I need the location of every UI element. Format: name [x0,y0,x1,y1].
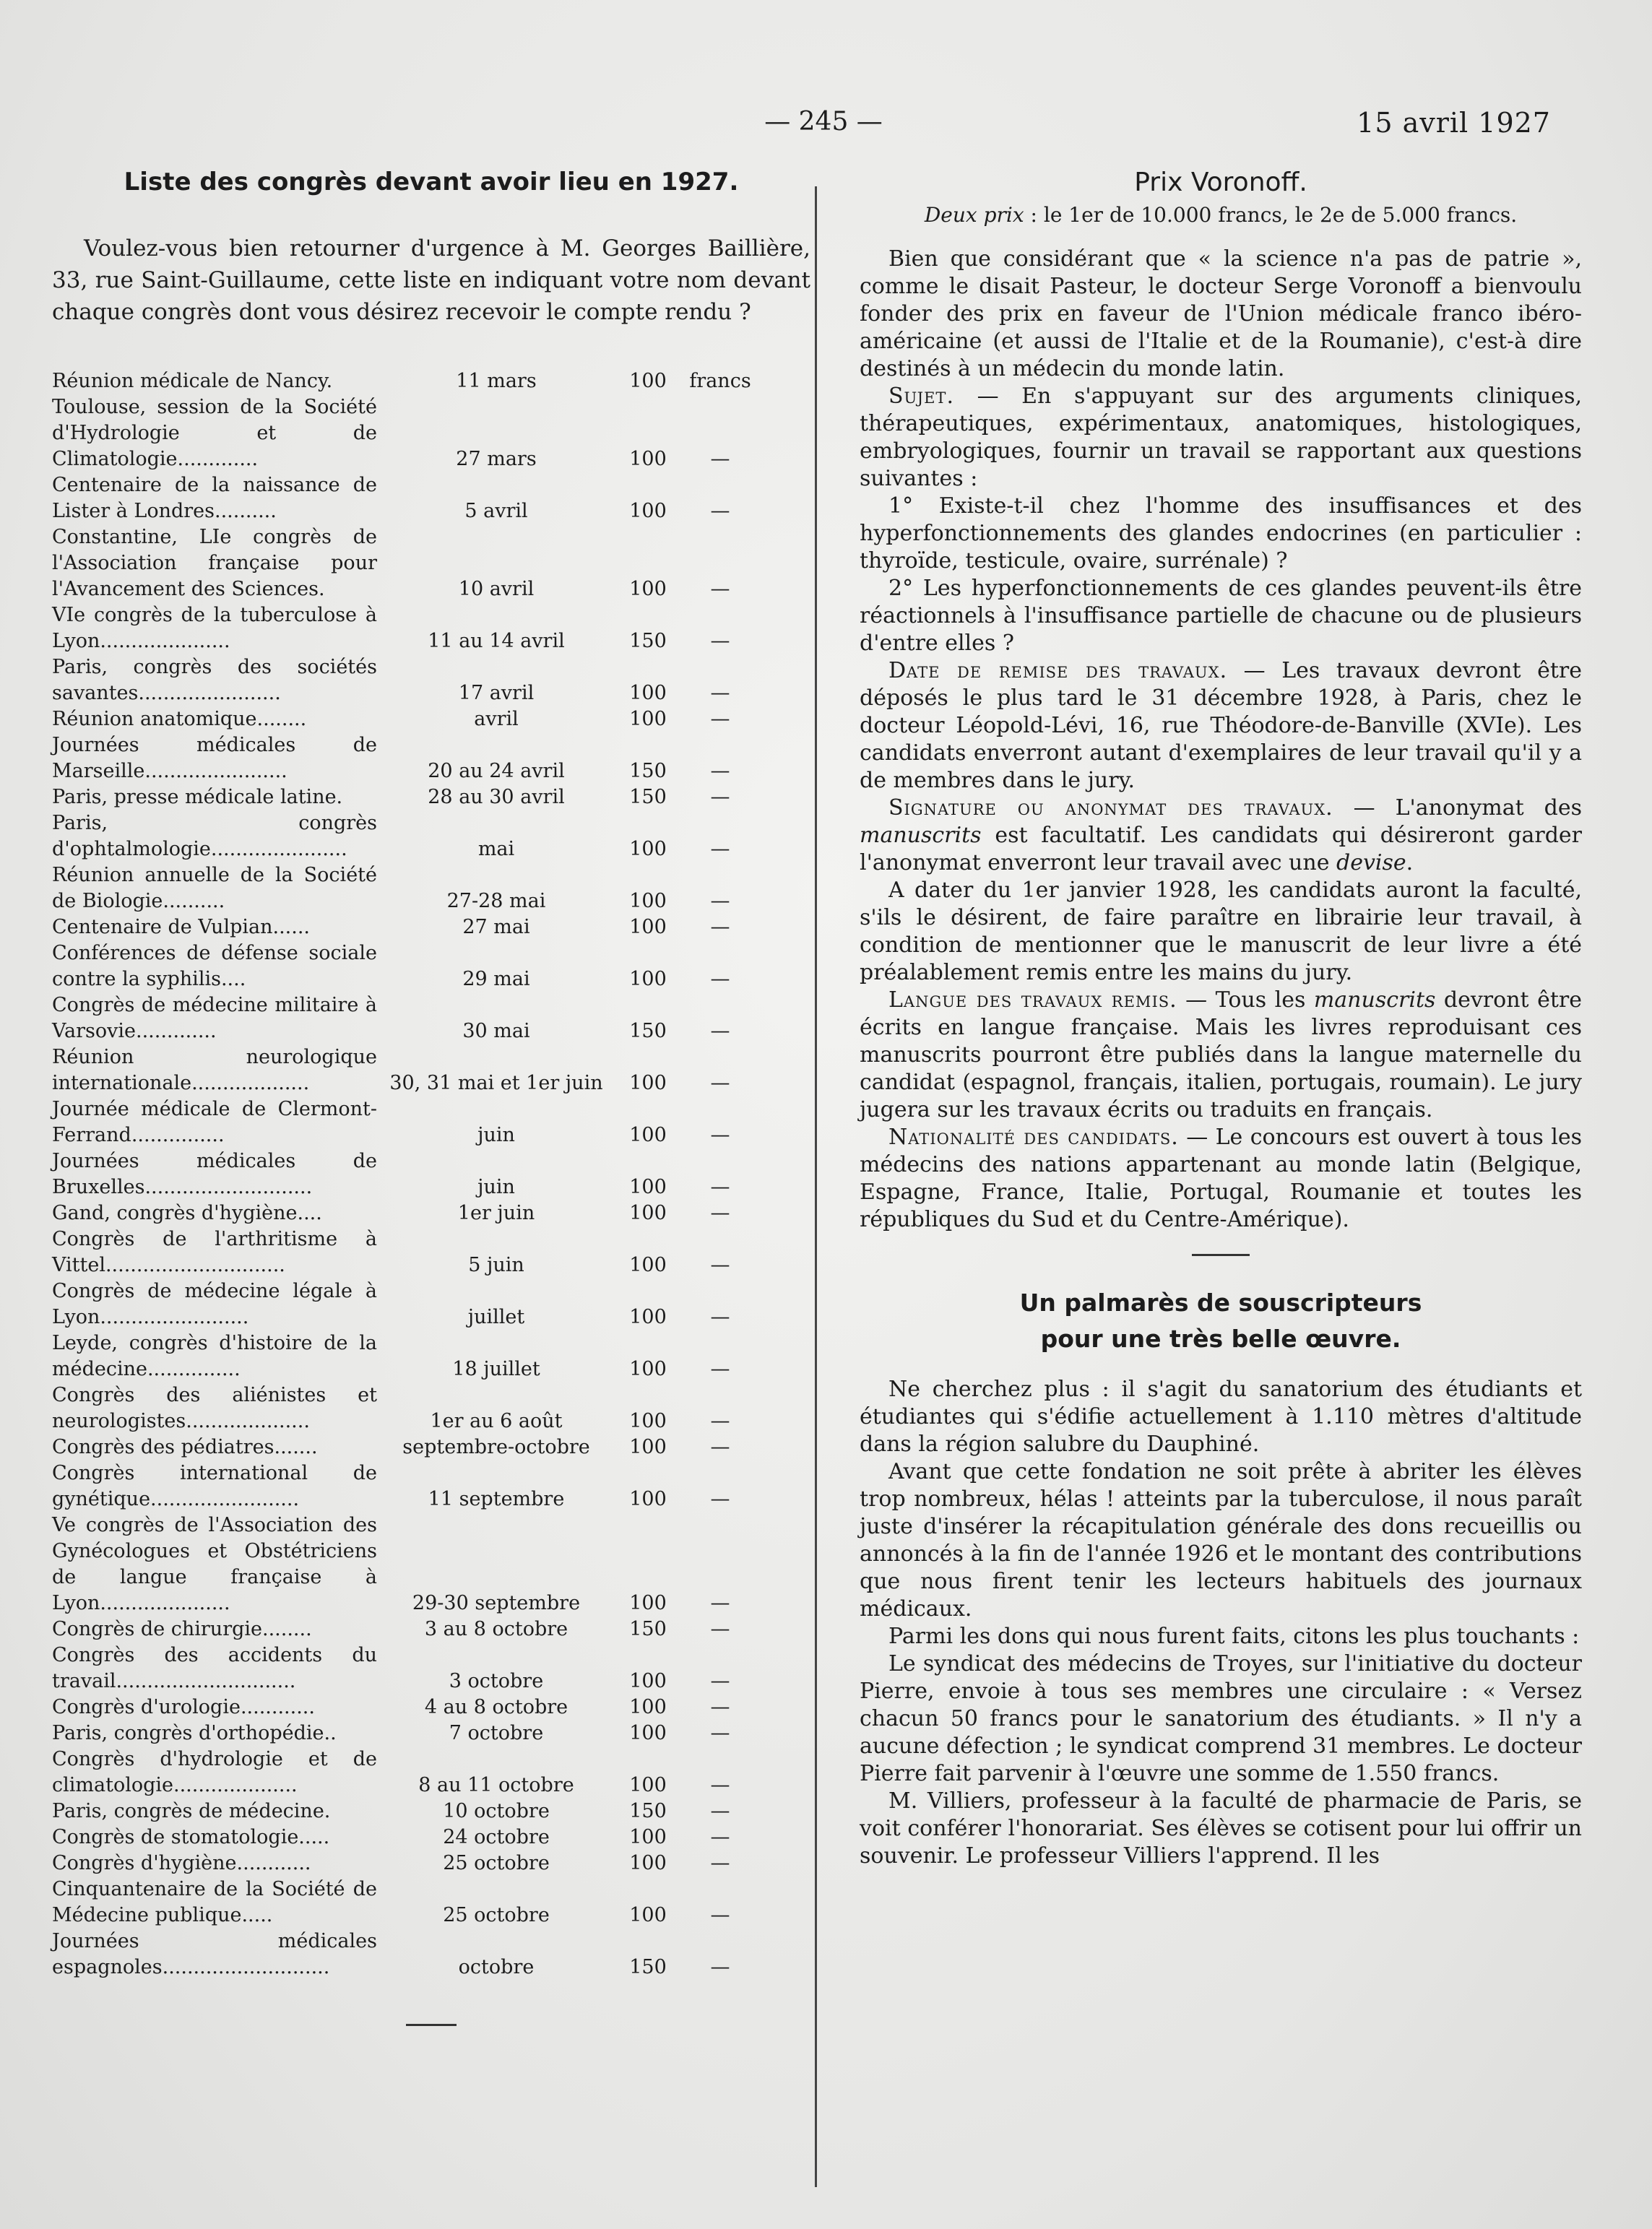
congress-amount: 100 [629,1306,667,1328]
congress-date: 27-28 mai [446,890,546,912]
congress-date: 11 septembre [428,1488,565,1510]
congress-name: Leyde, congrès d'histoire de la médecine............... [52,1332,377,1380]
congress-amount: 100 [629,708,667,730]
paragraph-label: Sujet. [888,384,954,409]
congress-date: 11 mars [456,370,537,392]
congress-amount: 150 [629,630,667,652]
congress-unit: — [710,968,730,990]
congress-name: Ve congrès de l'Association des Gynécologues et Obstétriciens de langue française à Lyon..................... [52,1514,377,1614]
prize-paragraph [860,987,1582,1124]
right-column [860,168,1582,1870]
congress-amount: 150 [629,1956,667,1978]
congress-row [52,1616,810,1642]
congress-name: Congrès d'urologie............ [52,1696,315,1718]
congress-row [52,706,810,732]
congress-amount: 100 [629,1410,667,1432]
congress-name: Congrès de l'arthritisme à Vittel............................. [52,1228,377,1276]
issue-date: 15 avril 1927 [1357,107,1551,139]
prize-paragraph: A dater du 1er janvier 1928, les candidats auront la faculté, s'ils le désirent, de faire paraître en librairie leur travail, à condition de mentionner que le manuscrit de leur livre a été préalablement remis entre les mains du jury. [860,878,1582,985]
congress-date: 3 octobre [449,1670,544,1692]
congress-amount: 100 [629,578,667,600]
paragraph-text: devront être écrits en langue française. Mais les livres reproduisant ces manuscrits pourront être publiés dans la langue maternelle du candidat (espagnol, français, italien, portugais, roumain). Le jury jugera sur les travaux écrits ou traduits en français. [860,987,1582,1122]
congress-unit: — [710,630,730,652]
congress-row [52,1434,810,1460]
congress-name: Réunion neurologique internationale................... [52,1046,377,1094]
congress-unit: — [710,890,730,912]
congress-date: 28 au 30 avril [428,786,565,808]
congress-row [52,1721,810,1747]
congress-unit: — [710,1202,730,1224]
page-header [0,107,1652,150]
paragraph-text: — Les travaux devront être déposés le plus tard le 31 décembre 1928, à Paris, chez le docteur Léopold-Lévi, 16, rue Théodore-de-Banville (XVIe). Les candidats enverront autant d'exemplaires de leur travail qu'il y a de membres dans le jury. [860,658,1582,793]
congress-name: Paris, presse médicale latine. [52,786,343,808]
palmares-title [860,1285,1582,1357]
congress-name: VIe congrès de la tuberculose à Lyon..................... [52,604,377,652]
congress-amount: 100 [629,1176,667,1198]
congress-unit: — [710,786,730,808]
paragraph-text: — Le concours est ouvert à tous les médecins des nations appartenant au monde latin (Belgique, Espagne, France, Italie, Portugal, Roumanie et toutes les républiques du Sud et du Centre-Amérique). [860,1125,1582,1232]
paragraph-emphasis: devise [1336,850,1406,875]
congress-row [52,1747,810,1799]
congress-date: 29 mai [462,968,530,990]
congress-name: Congrès d'hydrologie et de climatologie.................... [52,1748,377,1796]
congress-list-intro: Voulez-vous bien retourner d'urgence à M. Georges Baillière, 33, rue Saint-Guillaume, cette liste en indiquant votre nom devant chaque congrès dont vous désirez recevoir le compte rendu ? [52,235,810,325]
congress-date: 17 avril [458,682,535,704]
congress-date: 4 au 8 octobre [424,1696,568,1718]
congress-amount: 100 [629,370,667,392]
congress-row [52,1278,810,1330]
congress-date: avril [474,708,519,730]
congress-unit: — [710,838,730,860]
congress-row [52,1382,810,1434]
congress-name: Congrès d'hygiène............ [52,1852,311,1874]
congress-row [52,914,810,940]
prize-paragraph [860,1124,1582,1234]
congress-date: 30 mai [462,1020,530,1042]
congress-amount: 100 [629,1436,667,1458]
paragraph-emphasis: manuscrits [860,823,982,848]
congress-row [52,732,810,784]
paragraph-text: est facultatif. Les candidats qui désireront garder l'anonymat enverront leur travail avec une [860,823,1582,875]
congress-name: Journées médicales de Marseille....................... [52,734,377,782]
congress-amount: 100 [629,1358,667,1380]
left-column [52,168,810,2026]
paragraph-text: — En s'appuyant sur des arguments cliniques, thérapeutiques, expérimentaux, anatomiques, histologiques, embryologiques, fournir un travail se rapportant aux questions suivantes : [860,384,1582,491]
congress-unit: — [710,1904,730,1926]
congress-date: 1er juin [457,1202,535,1224]
paragraph-text: — Tous les [1177,987,1314,1013]
congress-row [52,654,810,706]
congress-date: 7 octobre [449,1722,544,1744]
congress-name: Journée médicale de Clermont-Ferrand............... [52,1098,377,1146]
congress-unit: francs [689,370,751,392]
congress-name: Congrès de chirurgie........ [52,1618,312,1640]
congress-row [52,524,810,602]
congress-unit: — [710,760,730,782]
congress-unit: — [710,1254,730,1276]
congress-unit: — [710,1592,730,1614]
congress-name: Congrès des accidents du travail............................. [52,1644,377,1692]
congress-unit: — [710,1618,730,1640]
congress-amount: 100 [629,1488,667,1510]
congress-unit: — [710,1956,730,1978]
paragraph-emphasis: manuscrits [1313,987,1436,1013]
congress-unit: — [710,1358,730,1380]
congress-row [52,1825,810,1851]
congress-row [52,1330,810,1382]
congress-row [52,1096,810,1148]
congress-unit: — [710,1306,730,1328]
page-number: — 245 — [764,107,883,137]
congress-name: Réunion médicale de Nancy. [52,370,333,392]
palmares-paragraph: Ne cherchez plus : il s'agit du sanatorium des étudiants et étudiantes qui s'édifie actuellement à 1.110 mètres d'altitude dans la région salubre du Dauphiné. [860,1377,1582,1457]
prize-paragraph: 2° Les hyperfonctionnements de ces glandes peuvent-ils être réactionnels à l'insuffisance partielle de chacune ou de plusieurs d'entre elles ? [860,576,1582,656]
congress-amount: 100 [629,890,667,912]
congress-date: 5 juin [468,1254,524,1276]
congress-row [52,1695,810,1721]
section-rule [1192,1254,1250,1256]
congress-name: Congrès de médecine militaire à Varsovie............. [52,994,377,1042]
palmares-paragraph: Le syndicat des médecins de Troyes, sur l'initiative du docteur Pierre, envoie à tous ses membres une circulaire : « Versez chacun 50 francs pour le sanatorium des étudiants. » Il n'y a aucune défection ; le syndicat comprend 31 membres. Le docteur Pierre fait parvenir à l'œuvre une somme de 1.550 francs. [860,1651,1582,1786]
prize-paragraph: Bien que considérant que « la science n'a pas de patrie », comme le disait Pasteur, le docteur Serge Voronoff a bienvoulu fonder des prix en faveur de l'Union médicale franco ibéro-américaine (et aussi de l'Italie et de la Roumanie), c'est-à dire destinés à un médecin du monde latin. [860,246,1582,381]
congress-row [52,784,810,810]
congress-date: 1er au 6 août [430,1410,563,1432]
congress-date: juin [477,1176,515,1198]
congress-list [52,368,810,1981]
prize-paragraph [860,795,1582,877]
congress-list-title: Liste des congrès devant avoir lieu en 1927. [124,168,739,196]
congress-date: 20 au 24 avril [428,760,565,782]
congress-unit: — [710,1072,730,1094]
congress-date: 10 avril [458,578,535,600]
congress-amount: 100 [629,916,667,938]
paragraph-text: — L'anonymat des [1333,795,1582,821]
congress-amount: 100 [629,838,667,860]
congress-unit: — [710,1670,730,1692]
congress-name: Paris, congrès de médecine. [52,1800,331,1822]
prize-title: Prix Voronoff. [1134,168,1307,197]
congress-amount: 100 [629,1254,667,1276]
congress-row [52,1877,810,1929]
congress-date: mai [477,838,515,860]
column-divider [815,186,817,2187]
congress-unit: — [710,578,730,600]
palmares-paragraph: Avant que cette fondation ne soit prête à abriter les élèves trop nombreux, hélas ! atteints par la tuberculose, il nous paraît juste d'insérer la récapitulation générale des dons recueillis ou annoncés à la fin de l'année 1926 et le montant des contributions que nous firent tenir les lecteurs habituels des journaux médicaux. [860,1459,1582,1622]
congress-date: 11 au 14 avril [428,630,565,652]
congress-row [52,368,810,394]
congress-row [52,940,810,992]
congress-date: 8 au 11 octobre [418,1774,574,1796]
congress-date: 10 octobre [443,1800,550,1822]
congress-row [52,1642,810,1695]
congress-date: 27 mai [462,916,530,938]
palmares-title-line: pour une très belle œuvre. [1040,1325,1401,1353]
congress-name: Journées médicales espagnoles........................... [52,1930,377,1978]
congress-amount: 100 [629,1696,667,1718]
congress-unit: — [710,1722,730,1744]
congress-row [52,1148,810,1200]
congress-unit: — [710,1020,730,1042]
congress-amount: 100 [629,1852,667,1874]
congress-name: Congrès des pédiatres....... [52,1436,318,1458]
congress-row [52,992,810,1044]
congress-row [52,1226,810,1278]
congress-unit: — [710,500,730,522]
congress-date: 18 juillet [452,1358,540,1380]
congress-name: Centenaire de Vulpian...... [52,916,310,938]
congress-unit: — [710,708,730,730]
congress-unit: — [710,916,730,938]
congress-name: Journées médicales de Bruxelles........................... [52,1150,377,1198]
congress-unit: — [710,1410,730,1432]
congress-amount: 100 [629,1072,667,1094]
congress-row [52,862,810,914]
paragraph-label: Langue des travaux remis. [888,987,1177,1013]
congress-date: juin [477,1124,515,1146]
congress-unit: — [710,1436,730,1458]
congress-unit: — [710,1176,730,1198]
congress-unit: — [710,1826,730,1848]
congress-amount: 100 [629,1670,667,1692]
congress-row [52,472,810,524]
congress-row [52,1044,810,1096]
congress-date: juillet [467,1306,525,1328]
congress-date: 3 au 8 octobre [424,1618,568,1640]
congress-amount: 100 [629,500,667,522]
congress-date: 5 avril [464,500,528,522]
congress-unit: — [710,1852,730,1874]
congress-amount: 100 [629,1592,667,1614]
congress-name: Paris, congrès d'orthopédie.. [52,1722,337,1744]
congress-name: Conférences de défense sociale contre la syphilis.... [52,942,377,990]
congress-name: Cinquantenaire de la Société de Médecine publique..... [52,1878,377,1926]
congress-amount: 150 [629,1020,667,1042]
congress-amount: 150 [629,786,667,808]
congress-row [52,1929,810,1981]
congress-row [52,394,810,472]
section-rule [406,2024,457,2026]
congress-row [52,1851,810,1877]
congress-amount: 100 [629,1202,667,1224]
congress-amount: 150 [629,760,667,782]
congress-amount: 100 [629,448,667,470]
congress-unit: — [710,1800,730,1822]
congress-row [52,602,810,654]
congress-amount: 100 [629,1826,667,1848]
congress-row [52,1460,810,1512]
congress-unit: — [710,682,730,704]
congress-unit: — [710,1696,730,1718]
congress-amount: 100 [629,968,667,990]
palmares-paragraph: Parmi les dons qui nous furent faits, citons les plus touchants : [888,1624,1580,1649]
congress-unit: — [710,1488,730,1510]
prize-subtitle-text: : le 1er de 10.000 francs, le 2e de 5.000 francs. [1024,203,1518,227]
congress-name: Réunion annuelle de la Société de Biologie.......... [52,864,377,912]
congress-date: 25 octobre [443,1904,550,1926]
congress-amount: 100 [629,1124,667,1146]
palmares-paragraph: M. Villiers, professeur à la faculté de pharmacie de Paris, se voit conférer l'honorariat. Ses élèves se cotisent pour lui offrir un souvenir. Le professeur Villiers l'apprend. Il les [860,1788,1582,1869]
congress-date: 24 octobre [443,1826,550,1848]
congress-name: Constantine, LIe congrès de l'Association française pour l'Avancement des Sciences. [52,526,377,600]
congress-row [52,1799,810,1825]
paragraph-label: Signature ou anonymat des travaux. [888,795,1333,821]
paragraph-text: . [1406,850,1414,875]
congress-date: 25 octobre [443,1852,550,1874]
congress-name: Toulouse, session de la Société d'Hydrologie et de Climatologie............. [52,396,377,470]
congress-date: 27 mars [456,448,537,470]
congress-name: Congrès de stomatologie..... [52,1826,330,1848]
prize-subtitle-label: Deux prix [924,203,1024,227]
congress-date: octobre [458,1956,535,1978]
congress-date: 29-30 septembre [412,1592,581,1614]
congress-amount: 100 [629,1722,667,1744]
prize-subtitle [860,203,1582,227]
congress-name: Paris, congrès d'ophtalmologie...................... [52,812,377,860]
congress-row [52,810,810,862]
paragraph-label: Date de remise des travaux. [888,658,1228,683]
palmares-title-line: Un palmarès de souscripteurs [1019,1289,1422,1317]
congress-name: Réunion anatomique........ [52,708,307,730]
congress-row [52,1512,810,1616]
congress-amount: 100 [629,1774,667,1796]
congress-name: Congrès des aliénistes et neurologistes.................... [52,1384,377,1432]
congress-row [52,1200,810,1226]
congress-amount: 150 [629,1800,667,1822]
prize-paragraph: 1° Existe-t-il chez l'homme des insuffisances et des hyperfonctionnements des glandes endocrines (en particulier : thyroïde, testicule, ovaire, surrénale) ? [860,493,1582,574]
prize-paragraph [860,657,1582,795]
congress-amount: 100 [629,1904,667,1926]
congress-amount: 150 [629,1618,667,1640]
congress-name: Congrès international de gynétique........................ [52,1462,377,1510]
congress-name: Gand, congrès d'hygiène.... [52,1202,322,1224]
congress-date: septembre-octobre [402,1436,590,1458]
congress-unit: — [710,448,730,470]
prize-paragraph [860,383,1582,493]
congress-unit: — [710,1774,730,1796]
congress-amount: 100 [629,682,667,704]
congress-name: Congrès de médecine légale à Lyon........................ [52,1280,377,1328]
congress-date: 30, 31 mai et 1er juin [389,1072,603,1094]
paragraph-label: Nationalité des candidats. [888,1125,1179,1150]
congress-unit: — [710,1124,730,1146]
congress-name: Paris, congrès des sociétés savantes....................... [52,656,377,704]
congress-name: Centenaire de la naissance de Lister à Londres.......... [52,474,377,522]
